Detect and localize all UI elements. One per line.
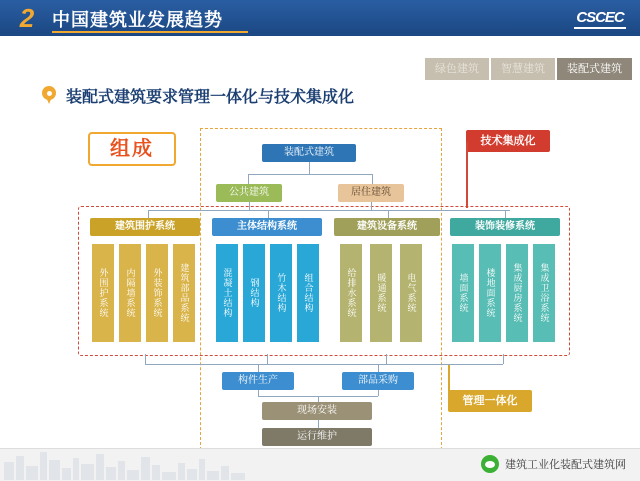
tab-smart-building[interactable]: 智慧建筑 (491, 58, 555, 80)
node-equipment-child-1: 给排水系统 (340, 244, 362, 342)
system-header-equipment: 建筑设备系统 (334, 218, 440, 236)
company-logo (570, 5, 630, 31)
node-equipment-child-2: 暖通系统 (370, 244, 392, 342)
system-header-envelope: 建筑围护系统 (90, 218, 200, 236)
node-structure-child-3: 竹木结构 (270, 244, 292, 342)
node-structure-child-1: 混凝土结构 (216, 244, 238, 342)
slide-header (0, 0, 640, 36)
node-decoration-child-3: 集成厨房系统 (506, 244, 528, 342)
node-decoration-child-2: 楼地面系统 (479, 244, 501, 342)
page-title: 中国建筑业发展趋势 (52, 10, 223, 30)
node-decoration-child-4: 集成卫浴系统 (533, 244, 555, 342)
node-envelope-child-3: 外装饰系统 (146, 244, 168, 342)
callout-technical-integration: 技术集成化 (466, 130, 550, 152)
composition-badge: 组成 (88, 132, 176, 166)
node-component-production: 构件生产 (222, 372, 294, 390)
node-residential-building: 居住建筑 (338, 184, 404, 202)
skyline-decoration (0, 448, 250, 480)
logo-bar (574, 27, 626, 29)
node-equipment-child-3: 电气系统 (400, 244, 422, 342)
slide-subtitle: 装配式建筑要求管理一体化与技术集成化 (66, 89, 355, 106)
diagram-canvas (0, 118, 640, 448)
node-envelope-child-4: 建筑部品系统 (173, 244, 195, 342)
tab-green-building[interactable]: 绿色建筑 (425, 58, 489, 80)
callout-management-integration: 管理一体化 (448, 390, 532, 412)
node-structure-child-2: 钢结构 (243, 244, 265, 342)
node-structure-child-4: 组合结构 (297, 244, 319, 342)
system-header-structure: 主体结构系统 (212, 218, 322, 236)
node-envelope-child-1: 外围护系统 (92, 244, 114, 342)
callout-mgmt-bracket (420, 364, 450, 404)
node-decoration-child-1: 墙面系统 (452, 244, 474, 342)
section-number: 2 (19, 3, 35, 33)
callout-tech-bracket (432, 142, 468, 208)
wechat-icon (481, 455, 499, 473)
company-logo-text: CSCEC (576, 9, 624, 26)
node-onsite-installation: 现场安装 (262, 402, 372, 420)
tab-prefab-building[interactable]: 装配式建筑 (557, 58, 632, 80)
node-parts-procurement: 部品采购 (342, 372, 414, 390)
wechat-credit (481, 454, 626, 474)
wechat-label: 建筑工业化装配式建筑网 (505, 459, 626, 471)
node-public-building: 公共建筑 (216, 184, 282, 202)
title-underline (52, 31, 248, 33)
tab-bar[interactable] (423, 58, 632, 80)
location-pin-icon (42, 86, 56, 104)
node-prefab-building: 装配式建筑 (262, 144, 356, 162)
node-envelope-child-2: 内隔墙系统 (119, 244, 141, 342)
node-operation-maintenance: 运行维护 (262, 428, 372, 446)
system-header-decoration: 装饰装修系统 (450, 218, 560, 236)
